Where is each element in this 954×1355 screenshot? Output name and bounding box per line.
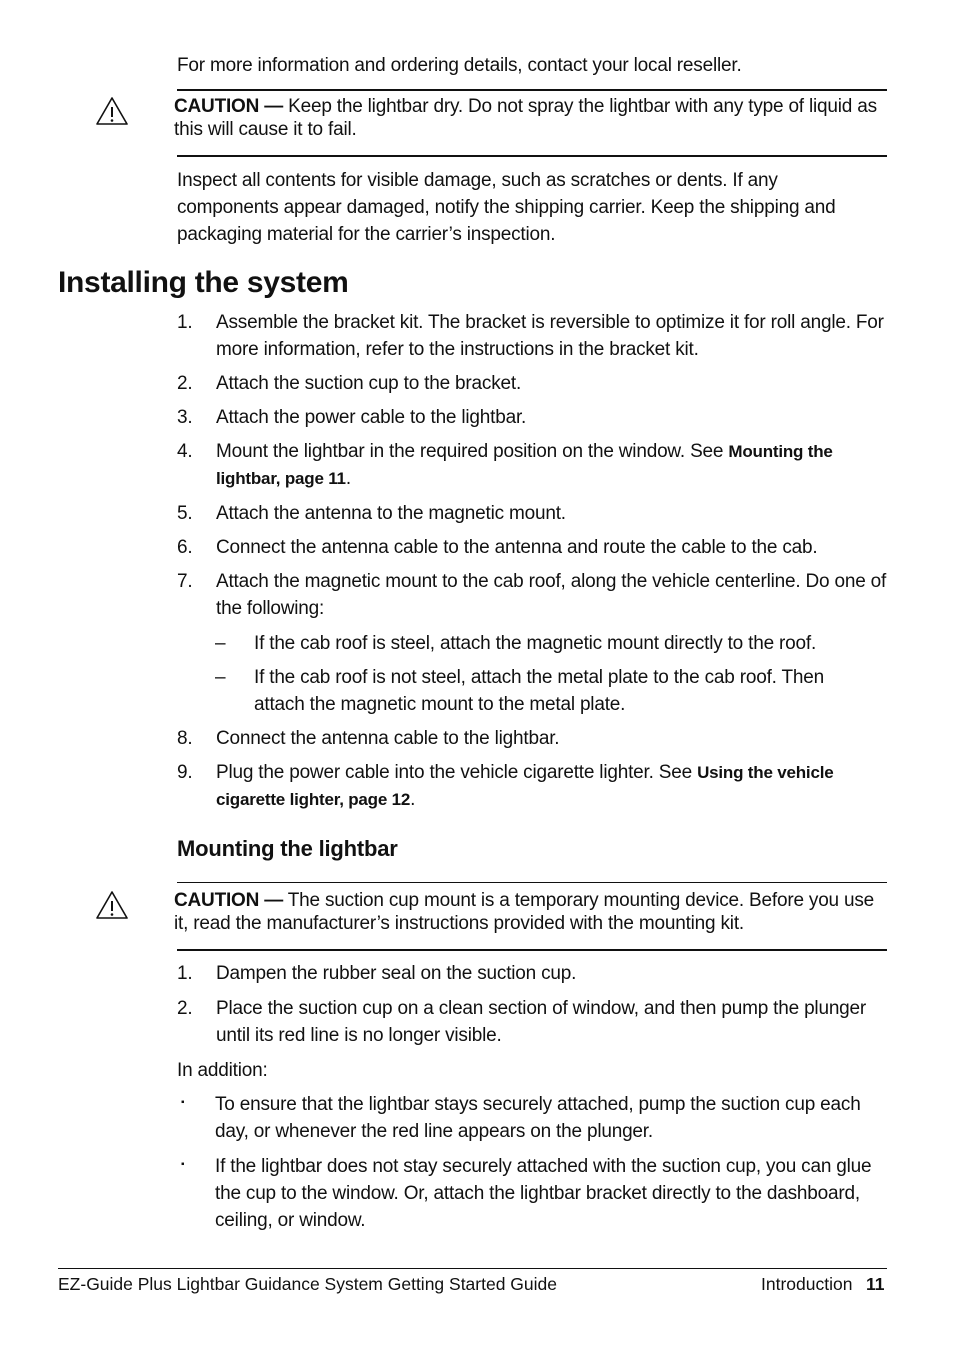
in-addition-text: In addition: <box>177 1060 268 1081</box>
xref-mounting-lightbar-link[interactable]: Mounting the lightbar, page 11 <box>216 442 833 488</box>
step-number: 4. <box>177 441 193 462</box>
footer-chapter: Introduction <box>761 1274 853 1294</box>
caution-top-rule <box>177 882 887 883</box>
step-text: Attach the antenna to the magnetic mount. <box>216 503 566 524</box>
step-text: Dampen the rubber seal on the suction cup. <box>216 963 577 984</box>
step-number: 8. <box>177 728 193 749</box>
caution-top-rule <box>177 89 887 91</box>
caution-bottom-rule <box>177 155 887 157</box>
bullet-text: If the lightbar does not stay securely attached with the suction cup, you can glue the cup to the window. Or, attach the lightbar bracket directly to the dashboard, ceiling, or window. <box>215 1156 872 1231</box>
sub-item-text: If the cab roof is not steel, attach the metal plate to the cab roof. Then attach the magnetic mount to the metal plate. <box>254 667 824 715</box>
step-text-tail: . <box>345 468 351 489</box>
warning-triangle-icon <box>95 96 129 126</box>
step-number: 9. <box>177 762 193 783</box>
step-text: Connect the antenna cable to the antenna and route the cable to the cab. <box>216 537 818 558</box>
step-number: 2. <box>177 998 193 1019</box>
caution-label: CAUTION — <box>174 96 284 117</box>
step-text-main: Plug the power cable into the vehicle cigarette lighter. See <box>216 762 698 783</box>
step-text: Attach the suction cup to the bracket. <box>216 373 522 394</box>
step-text: Attach the magnetic mount to the cab roof, along the vehicle centerline. Do one of the following: <box>216 571 887 619</box>
xref-cigarette-lighter-link[interactable]: Using the vehicle cigarette lighter, page 12 <box>216 763 834 809</box>
step-text-tail: . <box>410 789 416 810</box>
bullet-marker: ▪ <box>181 1097 185 1108</box>
step-text: Attach the power cable to the lightbar. <box>216 407 527 428</box>
sub-item-dash: – <box>215 667 226 688</box>
step-number: 1. <box>177 963 193 984</box>
footer-doc-title: EZ-Guide Plus Lightbar Guidance System Getting Started Guide <box>58 1274 558 1294</box>
caution-label: CAUTION — <box>174 890 284 911</box>
caution-text: Keep the lightbar dry. Do not spray the lightbar with any type of liquid as this will cause it to fail. <box>174 96 877 140</box>
step-number: 3. <box>177 407 193 428</box>
sub-item-dash: – <box>215 633 226 654</box>
caution-bottom-rule <box>177 949 887 951</box>
bullet-text: To ensure that the lightbar stays securely attached, pump the suction cup each day, or whenever the red line appears on the plunger. <box>215 1094 861 1142</box>
caution-text: The suction cup mount is a temporary mounting device. Before you use it, read the manufacturer’s instructions provided with the mounting kit. <box>174 890 875 934</box>
step-number: 6. <box>177 537 193 558</box>
sub-item-text: If the cab roof is steel, attach the magnetic mount directly to the roof. <box>254 633 817 654</box>
ordering-info-text: For more information and ordering details, contact your local reseller. <box>177 55 742 76</box>
inspect-contents-text: Inspect all contents for visible damage, such as scratches or dents. If any components appear damaged, notify the shipping carrier. Keep the shipping and packaging material for the carrier’s inspection. <box>177 170 836 245</box>
step-text <box>216 438 878 492</box>
step-number: 7. <box>177 571 193 592</box>
step-text: Assemble the bracket kit. The bracket is reversible to optimize it for roll angle. For more information, refer to the instructions in the bracket kit. <box>216 312 884 360</box>
section-title: Installing the system <box>58 266 349 299</box>
caution-note <box>174 95 886 141</box>
step-number: 5. <box>177 503 193 524</box>
page-number: 11 <box>866 1274 885 1294</box>
step-number: 1. <box>177 312 193 333</box>
warning-triangle-icon <box>95 890 129 920</box>
step-text: Connect the antenna cable to the lightbar. <box>216 728 560 749</box>
footer-rule <box>58 1268 887 1269</box>
step-text-main: Mount the lightbar in the required position on the window. See <box>216 441 729 462</box>
bullet-marker: ▪ <box>181 1159 185 1170</box>
caution-note <box>174 889 886 935</box>
subsection-title: Mounting the lightbar <box>177 836 398 861</box>
step-number: 2. <box>177 373 193 394</box>
step-text: Place the suction cup on a clean section of window, and then pump the plunger until its red line is no longer visible. <box>216 998 867 1046</box>
step-text <box>216 759 866 813</box>
